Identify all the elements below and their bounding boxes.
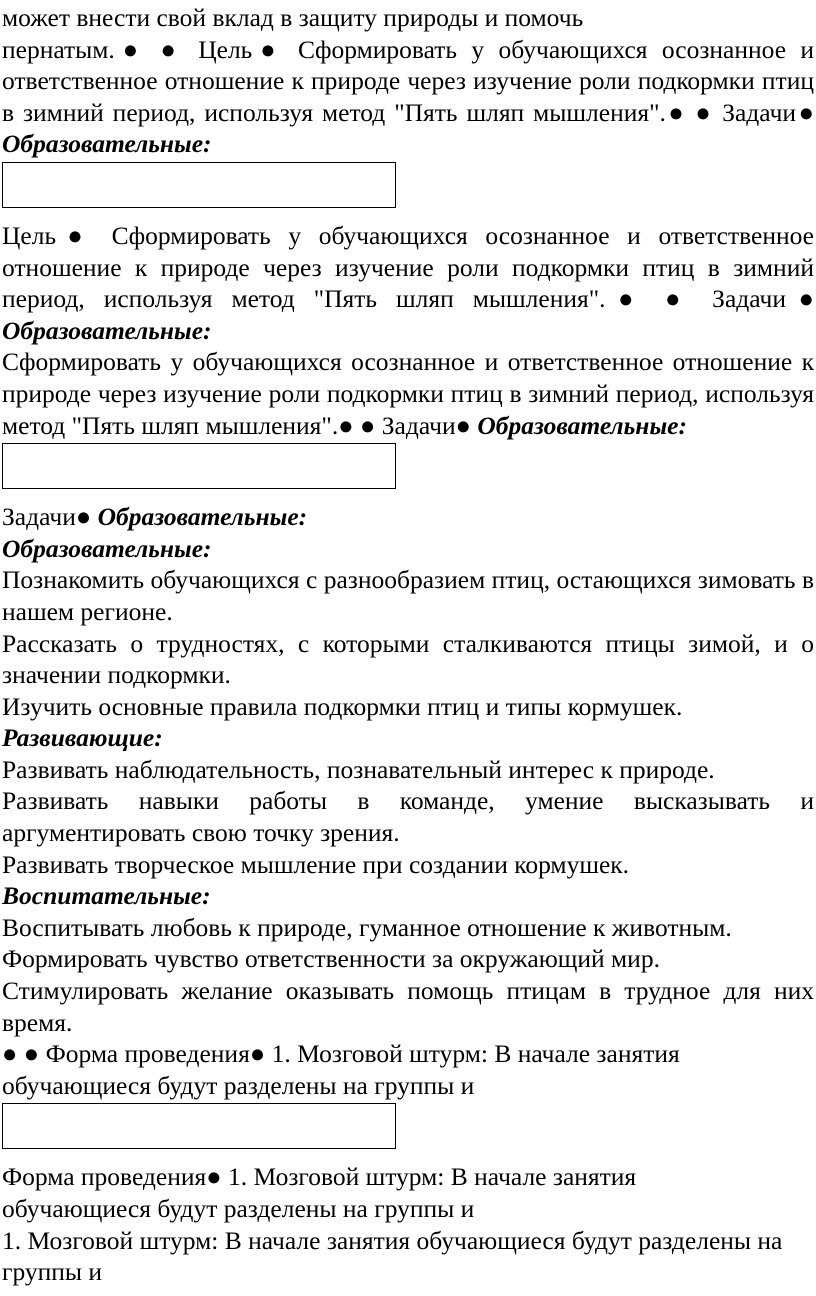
empty-box <box>2 162 396 208</box>
tasks-label: Задачи <box>712 284 787 314</box>
edu-heading: Образовательные: <box>2 533 212 563</box>
bullet-icon: ● <box>206 1162 222 1192</box>
bullet-icon: ● <box>665 97 687 127</box>
edu-item-1: Познакомить обучающихся с разнообразием птиц, остающихся зимовать в нашем регионе. <box>2 565 814 626</box>
goal-label: Цель <box>2 220 57 250</box>
text-fragment: пернатым. <box>2 34 115 64</box>
bullet-icon: ● <box>23 1039 40 1069</box>
goal-label: Цель <box>198 34 253 64</box>
bullet-icon: ● <box>455 410 472 440</box>
bullet-icon: ● <box>338 410 354 440</box>
form-text: обучающиеся будут разделены на группы и <box>2 1194 475 1223</box>
form-text: 1. Мозговой штурм: В начале занятия <box>271 1039 680 1069</box>
dev-item-2: Развивать навыки работы в команде, умение высказывать и аргументировать свою точку зрения. <box>2 786 814 848</box>
bullet-icon: ● <box>252 34 284 64</box>
edu-heading: Образовательные: <box>2 129 212 159</box>
paragraph-form <box>2 1038 814 1101</box>
vos-item-2: Формировать чувство ответственности за окружающий мир. <box>2 944 660 974</box>
document-page <box>2 2 814 1288</box>
form-label: Форма проведения <box>2 1162 207 1192</box>
form-label: Форма проведения <box>45 1039 250 1069</box>
paragraph-goal-3 <box>2 346 814 441</box>
form-text: 1. Мозговой штурм: В начале занятия <box>228 1162 637 1192</box>
edu-item-2: Рассказать о трудностях, с которыми сталкиваются птицы зимой, и о значении подкормки. <box>2 628 814 690</box>
edu-heading: Образовательные: <box>97 502 308 532</box>
tasks-label: Задачи <box>722 97 797 127</box>
vos-item-3: Стимулировать желание оказывать помощь птицам в трудное для них время. <box>2 976 814 1037</box>
edu-item-3: Изучить основные правила подкормки птиц и типы кормушек. <box>2 691 683 721</box>
dev-heading: Развивающие: <box>2 723 163 753</box>
bullet-icon: ● <box>796 97 815 127</box>
bullet-icon: ● <box>75 502 92 532</box>
form-item: 1. Мозговой штурм: В начале занятия обучающиеся будут разделены на группы и <box>2 1225 783 1287</box>
empty-box <box>2 1103 396 1149</box>
paragraph-form-2 <box>2 1161 814 1224</box>
tasks-label: Задачи <box>381 410 456 440</box>
dev-item-1: Развивать наблюдательность, познавательный интерес к природе. <box>2 754 715 784</box>
edu-heading: Образовательные: <box>2 315 212 345</box>
bullet-icon: ● <box>160 34 184 64</box>
bullet-icon: ● <box>695 97 714 127</box>
vos-item-1: Воспитывать любовь к природе, гуманное отношение к животным. <box>2 912 732 942</box>
bullet-icon: ● <box>359 410 376 440</box>
dev-item-3: Развивать творческое мышление при создании кормушек. <box>2 849 630 879</box>
bullet-icon: ● <box>56 220 94 250</box>
goal-text: Сформировать у обучающихся осознанное и ответственное отношение к природе через изучение роли подкормки птиц в зимний период, используя метод "Пять шляп мышления". <box>2 220 815 314</box>
empty-box <box>2 443 396 489</box>
paragraph-tasks <box>2 501 814 533</box>
bullet-icon: ● <box>114 34 147 64</box>
paragraph-goal-2 <box>2 220 814 346</box>
vos-heading: Воспитательные: <box>2 881 211 911</box>
bullet-icon: ● <box>665 284 694 314</box>
bullet-icon: ● <box>2 1039 18 1069</box>
bullet-icon: ● <box>786 284 815 314</box>
paragraph-goal-1 <box>2 34 814 160</box>
goal-text: Сформировать у обучающихся осознанное и ответственное отношение к природе через изучение роли подкормки птиц в зимний период, используя метод "Пять шляп мышления". <box>2 34 815 127</box>
tasks-label: Задачи <box>2 502 76 532</box>
paragraph-intro-line: может внести свой вклад в защиту природы и помочь <box>2 3 584 32</box>
goal-text: Сформировать у обучающихся осознанное и ответственное отношение к природе через изучение роли подкормки птиц в зимний период, используя метод "Пять шляп мышления". <box>2 347 814 440</box>
bullet-icon: ● <box>605 284 647 314</box>
bullet-icon: ● <box>249 1039 266 1069</box>
edu-heading: Образовательные: <box>477 410 687 440</box>
form-text: обучающиеся будут разделены на группы и <box>2 1070 475 1100</box>
